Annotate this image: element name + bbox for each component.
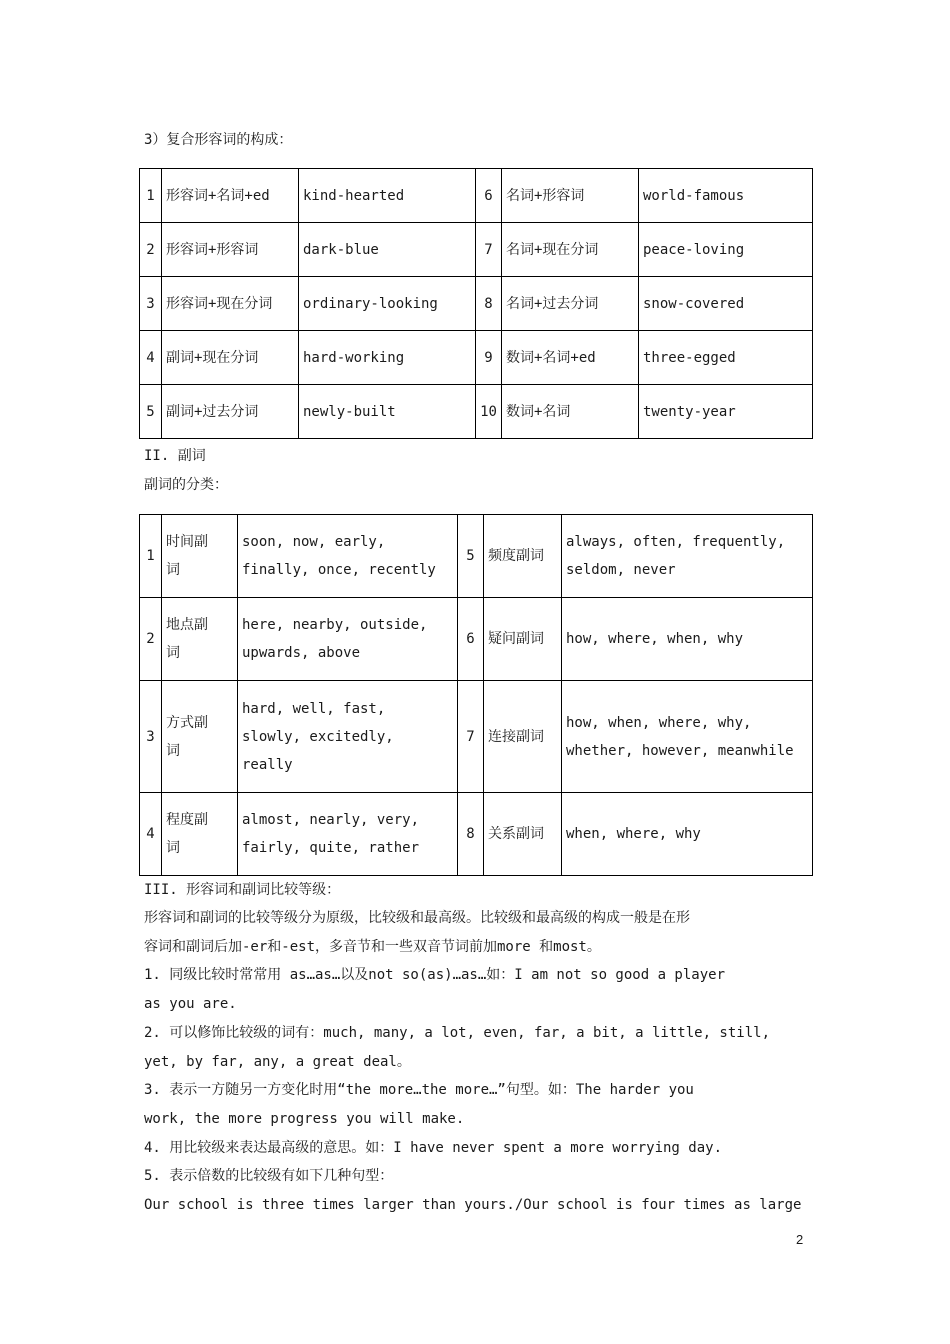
row-number: 10 bbox=[476, 385, 502, 439]
table-row bbox=[140, 331, 813, 385]
pattern-cell: 形容词+形容词 bbox=[162, 223, 299, 277]
example-cell bbox=[238, 681, 458, 793]
adverb-type-text: 程度副 bbox=[166, 812, 208, 828]
example-cell bbox=[562, 793, 813, 876]
example-cell: ordinary-looking bbox=[299, 277, 476, 331]
adverb-type-text: 地点副 bbox=[166, 617, 208, 633]
row-number: 2 bbox=[140, 598, 162, 681]
example-cell bbox=[238, 515, 458, 598]
adverb-type-cell bbox=[162, 793, 238, 876]
row-number: 2 bbox=[140, 223, 162, 277]
example-cell bbox=[562, 681, 813, 793]
example-cell bbox=[562, 515, 813, 598]
example-line: finally, once, recently bbox=[242, 562, 436, 578]
example-line: whether, however, meanwhile bbox=[566, 742, 794, 759]
example-line: how, where, when, why bbox=[566, 631, 744, 647]
table-row bbox=[140, 793, 813, 876]
pattern-cell: 形容词+现在分词 bbox=[162, 277, 299, 331]
example-line: always, often, frequently, bbox=[566, 534, 786, 550]
row-number: 3 bbox=[140, 681, 162, 793]
example-line: fairly, quite, rather bbox=[242, 840, 420, 856]
example-line: soon, now, early, bbox=[242, 534, 386, 550]
pattern-cell: 名词+过去分词 bbox=[502, 277, 639, 331]
example-cell: three-egged bbox=[639, 331, 813, 385]
row-number: 4 bbox=[140, 331, 162, 385]
example-line: hard, well, fast, bbox=[242, 700, 386, 717]
compound-adjective-table bbox=[139, 168, 813, 439]
adverb-type-text: 词 bbox=[166, 840, 180, 856]
adverb-type-text: 词 bbox=[166, 742, 180, 759]
adverb-type-cell: 关系副词 bbox=[484, 793, 562, 876]
example-line: seldom, never bbox=[566, 562, 676, 578]
section-heading-adverb: II. 副词 bbox=[144, 448, 206, 464]
row-number: 5 bbox=[458, 515, 484, 598]
row-number: 7 bbox=[458, 681, 484, 793]
body-text-line: Our school is three times larger than yours./Our school is four times as large bbox=[144, 1197, 802, 1213]
example-cell: dark-blue bbox=[299, 223, 476, 277]
body-text-line: 3. 表示一方随另一方变化时用“the more…the more…”句型。如：The harder you bbox=[144, 1082, 694, 1099]
adverb-type-cell: 连接副词 bbox=[484, 681, 562, 793]
adverb-type-text: 词 bbox=[166, 562, 180, 578]
table-row bbox=[140, 681, 813, 793]
row-number: 9 bbox=[476, 331, 502, 385]
body-text-line: 2. 可以修饰比较级的词有：much, many, a lot, even, far, a bit, a little, still, bbox=[144, 1024, 771, 1041]
pattern-cell: 名词+现在分词 bbox=[502, 223, 639, 277]
table-row bbox=[140, 277, 813, 331]
adverb-type-table bbox=[139, 514, 813, 876]
row-number: 4 bbox=[140, 793, 162, 876]
example-cell: kind-hearted bbox=[299, 169, 476, 223]
adverb-type-cell bbox=[162, 598, 238, 681]
row-number: 7 bbox=[476, 223, 502, 277]
pattern-cell: 名词+形容词 bbox=[502, 169, 639, 223]
adverb-type-cell bbox=[162, 681, 238, 793]
adverb-type-text: 时间副 bbox=[166, 534, 208, 550]
pattern-cell: 形容词+名词+ed bbox=[162, 169, 299, 223]
row-number: 3 bbox=[140, 277, 162, 331]
body-text-line: as you are. bbox=[144, 996, 237, 1013]
example-line: really bbox=[242, 756, 293, 773]
section-heading-comparison: III. 形容词和副词比较等级： bbox=[144, 882, 341, 898]
row-number: 8 bbox=[476, 277, 502, 331]
example-cell bbox=[562, 598, 813, 681]
example-cell: newly-built bbox=[299, 385, 476, 439]
body-text-line: 形容词和副词的比较等级分为原级，比较级和最高级。比较级和最高级的构成一般是在形 bbox=[144, 910, 690, 926]
adverb-type-text: 方式副 bbox=[166, 714, 208, 731]
example-line: when, where, why bbox=[566, 826, 701, 842]
example-line: slowly, excitedly, bbox=[242, 728, 394, 745]
row-number: 6 bbox=[476, 169, 502, 223]
adverb-classification-heading: 副词的分类： bbox=[144, 477, 228, 493]
example-cell bbox=[238, 598, 458, 681]
adverb-type-cell: 疑问副词 bbox=[484, 598, 562, 681]
row-number: 5 bbox=[140, 385, 162, 439]
body-text-line: 容词和副词后加-er和-est，多音节和一些双音节词前加more 和most。 bbox=[144, 938, 601, 955]
page-number: 2 bbox=[796, 1232, 804, 1247]
example-line: almost, nearly, very, bbox=[242, 812, 420, 828]
row-number: 1 bbox=[140, 169, 162, 223]
example-cell: peace-loving bbox=[639, 223, 813, 277]
example-line: how, when, where, why, bbox=[566, 714, 752, 731]
body-text-line: work, the more progress you will make. bbox=[144, 1110, 465, 1127]
example-line: here, nearby, outside, bbox=[242, 617, 428, 633]
row-number: 1 bbox=[140, 515, 162, 598]
table-row bbox=[140, 515, 813, 598]
example-cell: world-famous bbox=[639, 169, 813, 223]
body-text-line: 4. 用比较级来表达最高级的意思。如：I have never spent a more worrying day. bbox=[144, 1139, 723, 1156]
table-row bbox=[140, 169, 813, 223]
pattern-cell: 数词+名词 bbox=[502, 385, 639, 439]
table-row bbox=[140, 598, 813, 681]
example-cell: snow-covered bbox=[639, 277, 813, 331]
pattern-cell: 数词+名词+ed bbox=[502, 331, 639, 385]
row-number: 6 bbox=[458, 598, 484, 681]
table-row bbox=[140, 385, 813, 439]
example-cell bbox=[238, 793, 458, 876]
body-text-line: 1. 同级比较时常常用 as…as…以及not so(as)…as…如：I am not so good a player bbox=[144, 967, 726, 984]
pattern-cell: 副词+现在分词 bbox=[162, 331, 299, 385]
adverb-type-text: 词 bbox=[166, 645, 180, 661]
example-line: upwards, above bbox=[242, 645, 361, 661]
adverb-type-cell: 频度副词 bbox=[484, 515, 562, 598]
example-cell: twenty-year bbox=[639, 385, 813, 439]
section-heading-compound-adjectives: 3）复合形容词的构成： bbox=[144, 132, 293, 148]
row-number: 8 bbox=[458, 793, 484, 876]
body-text-line: 5. 表示倍数的比较级有如下几种句型： bbox=[144, 1168, 394, 1185]
adverb-type-cell bbox=[162, 515, 238, 598]
pattern-cell: 副词+过去分词 bbox=[162, 385, 299, 439]
table-row bbox=[140, 223, 813, 277]
body-text-line: yet, by far, any, a great deal。 bbox=[144, 1053, 411, 1070]
example-cell: hard-working bbox=[299, 331, 476, 385]
